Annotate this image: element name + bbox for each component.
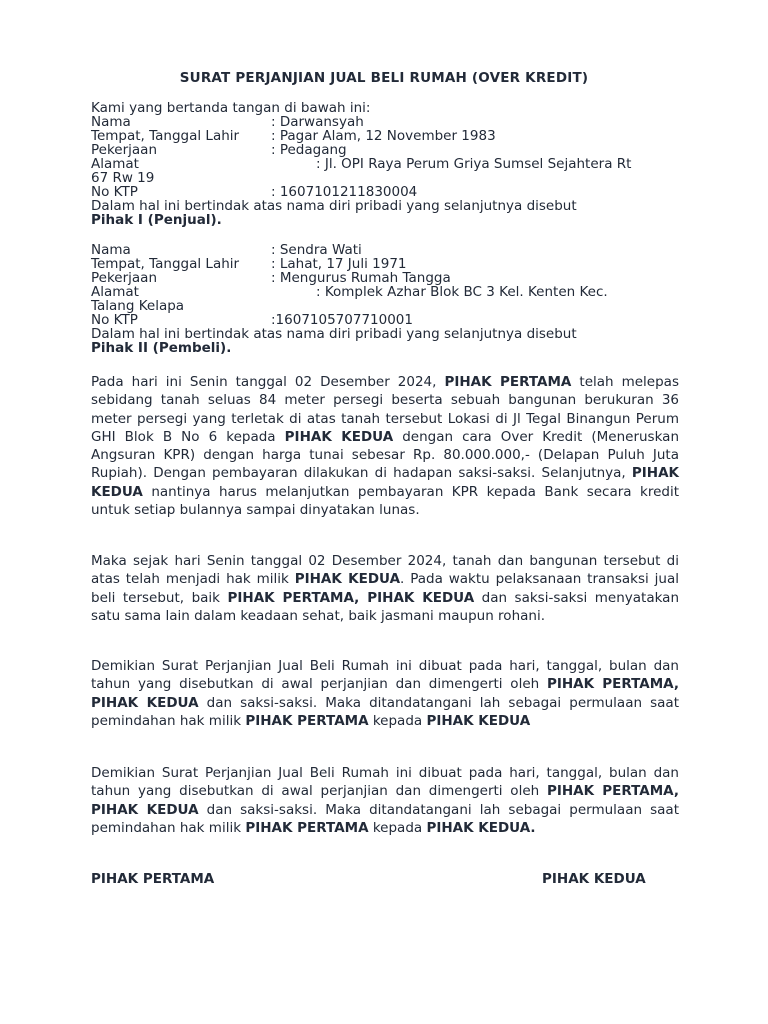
- para4-text-3: kepada: [368, 819, 427, 836]
- party1-ktp-row: [91, 185, 679, 199]
- party1-name-row: [91, 115, 679, 129]
- party1-address-continuation: 67 Rw 19: [91, 170, 155, 186]
- party2-address-value: : Komplek Azhar Blok BC 3 Kel. Kenten Kec.: [316, 284, 608, 300]
- para4-text-1: Demikian Surat Perjanjian Jual Beli Rumah ini dibuat pada hari, tanggal, bulan dan tahun yang disebutkan di awal perjanjian dan dimengerti oleh: [91, 765, 679, 800]
- party1-job-value: : Pedagang: [271, 142, 347, 158]
- party2-birth-value: : Lahat, 17 Juli 1971: [271, 256, 407, 272]
- party1-job-label: Pekerjaan: [91, 142, 158, 158]
- party1-ktp-value: : 1607101211830004: [271, 184, 418, 200]
- party1-birth-label: Tempat, Tanggal Lahir: [91, 128, 240, 144]
- party1-role: Pihak I (Penjual).: [91, 212, 222, 228]
- party2-address-continuation: Talang Kelapa: [91, 298, 185, 314]
- party2-name-label: Nama: [91, 242, 131, 258]
- paragraph-closing-2: [91, 764, 679, 837]
- paragraph-ownership: [91, 552, 679, 625]
- party-two-block: [91, 243, 679, 355]
- party2-address-row: [91, 285, 679, 299]
- party1-name-label: Nama: [91, 114, 131, 130]
- party2-job-row: [91, 271, 679, 285]
- party2-job-label: Pekerjaan: [91, 270, 158, 286]
- party1-job-row: [91, 143, 679, 157]
- para2-text-2: . Pada waktu pelaksanaan transaksi jual beli tersebut, baik: [91, 571, 679, 606]
- para1-text-4: nantinya harus melanjutkan pembayaran KPR kepada Bank secara kredit untuk setiap bulannya sampai dinyatakan lunas.: [91, 483, 679, 519]
- party2-ktp-label: No KTP: [91, 312, 138, 328]
- party2-statement: Dalam hal ini bertindak atas nama diri pribadi yang selanjutnya disebut: [91, 326, 577, 342]
- para4-bold-3: PIHAK KEDUA.: [426, 819, 536, 836]
- para4-bold-1: PIHAK PERTAMA, PIHAK KEDUA: [91, 783, 679, 818]
- para3-text-1: Demikian Surat Perjanjian Jual Beli Rumah ini dibuat pada hari, tanggal, bulan dan tahun yang disebutkan di awal perjanjian dan dimengerti oleh: [91, 658, 679, 693]
- party1-address-row: [91, 157, 679, 171]
- party2-birth-row: [91, 257, 679, 271]
- paragraph-closing-1: [91, 657, 679, 730]
- para1-bold-2: PIHAK KEDUA: [284, 428, 394, 445]
- para3-bold-1: PIHAK PERTAMA, PIHAK KEDUA: [91, 676, 679, 711]
- para1-bold-3: PIHAK KEDUA: [91, 465, 679, 500]
- party2-name-row: [91, 243, 679, 257]
- party2-role: Pihak II (Pembeli).: [91, 340, 232, 356]
- party2-name-value: : Sendra Wati: [271, 242, 362, 258]
- party1-birth-value: : Pagar Alam, 12 November 1983: [271, 128, 496, 144]
- para1-bold-1: PIHAK PERTAMA: [444, 374, 572, 390]
- party1-name-value: : Darwansyah: [271, 114, 364, 130]
- party2-ktp-value: :1607105707710001: [271, 312, 413, 328]
- para4-text-2: dan saksi-saksi. Maka ditandatangani lah sebagai permulaan saat pemindahan hak milik: [91, 801, 679, 836]
- signature-party-one: PIHAK PERTAMA: [91, 871, 215, 887]
- document-title: SURAT PERJANJIAN JUAL BELI RUMAH (OVER KREDIT): [179, 70, 589, 86]
- party1-address-label: Alamat: [91, 156, 139, 172]
- para1-text-1: Pada hari ini Senin tanggal 02 Desember 2024,: [91, 374, 445, 390]
- party2-birth-label: Tempat, Tanggal Lahir: [91, 256, 240, 272]
- party1-ktp-label: No KTP: [91, 184, 138, 200]
- party-one-block: [91, 101, 679, 227]
- signature-party-two: PIHAK KEDUA: [542, 871, 646, 887]
- para2-text-1: Maka sejak hari Senin tanggal 02 Desember 2024, tanah dan bangunan tersebut di atas telah menjadi hak milik: [91, 553, 679, 588]
- party2-ktp-row: [91, 313, 679, 327]
- paragraph-sale-terms: [91, 373, 679, 519]
- para2-bold-1: PIHAK KEDUA: [294, 571, 401, 588]
- intro-text: Kami yang bertanda tangan di bawah ini:: [91, 100, 371, 116]
- para2-text-3: dan saksi-saksi menyatakan satu sama lain dalam keadaan sehat, baik jasmani maupun rohani.: [91, 589, 680, 624]
- party2-address-label: Alamat: [91, 284, 139, 300]
- para3-bold-2: PIHAK PERTAMA: [245, 712, 369, 729]
- para1-text-3: dengan cara Over Kredit (Meneruskan Angsuran KPR) dengan harga tunai sebesar Rp. 80.000.000,- (Delapan Puluh Juta Rupiah). Dengan pembayaran dilakukan di hadapan saksi-saksi. Selanjutnya,: [91, 428, 679, 482]
- para3-text-2: dan saksi-saksi. Maka ditandatangani lah sebagai permulaan saat pemindahan hak milik: [91, 694, 679, 729]
- party2-job-value: : Mengurus Rumah Tangga: [271, 270, 451, 286]
- para2-bold-2: PIHAK PERTAMA, PIHAK KEDUA: [227, 589, 475, 606]
- party1-statement: Dalam hal ini bertindak atas nama diri pribadi yang selanjutnya disebut: [91, 198, 577, 214]
- para3-text-3: kepada: [368, 712, 427, 729]
- para3-bold-3: PIHAK KEDUA: [426, 712, 531, 729]
- party1-birth-row: [91, 129, 679, 143]
- para4-bold-2: PIHAK PERTAMA: [245, 819, 369, 836]
- party1-address-value: : Jl. OPI Raya Perum Griya Sumsel Sejahtera Rt: [316, 156, 632, 172]
- para1-text-2: telah melepas sebidang tanah seluas 84 meter persegi beserta sebuah bangunan berukuran 36 meter persegi yang terletak di atas tanah tersebut Lokasi di Jl Tegal Binangun Perum GHI Blok B No 6 kepada: [91, 374, 679, 445]
